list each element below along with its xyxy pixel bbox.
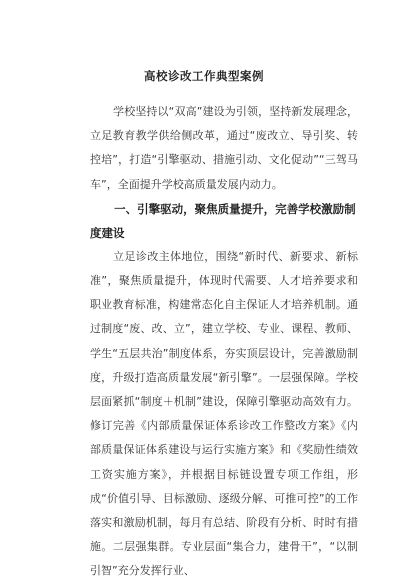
document-body xyxy=(90,100,358,584)
intro-paragraph: 学校坚持以“双高”建设为引领，坚持新发展理念，立足教育教学供给侧改革，通过“废改立、导引奖、转控培”，打造“引擎驱动、措施引动、文化促动”“三驾马车”，全面提升学校高质量发展内动力。 xyxy=(90,105,358,191)
section-paragraph: 立足诊改主体地位，围绕“新时代、新要求、新标准”，聚焦质量提升，体现时代需要、人才培养要求和职业教育标准，构建常态化自主保证人才培养机制。通过制度“废、改、立”，建立学校、专业、课程、教师、学生“五层共治”制度体系，夯实顶层设计，完善激励制度，升级打造高质量发展“新引擎”。一层强保障。学校层面紧抓“制度＋机制”建设，保障引擎驱动高效有力。修订完善《内部质量保证体系诊改工作整改方案》《内部质量保证体系建设与运行实施方案》和《奖励性绩效工资实施方案》，并根据目标链设置专项工作组，形成“价值引导、目标激励、逐级分解、可推可控”的工作落实和激励机制，每月有总结、阶段有分析、时时有措施。二层强集群。专业层面“集合力，建骨干”，“以制引智”充分发挥行业、 xyxy=(90,249,358,578)
document-title: 高校诊改工作典型案例 xyxy=(144,69,264,83)
section-heading: 一、引擎驱动，聚焦质量提升，完善学校激励制度建设 xyxy=(90,201,356,240)
